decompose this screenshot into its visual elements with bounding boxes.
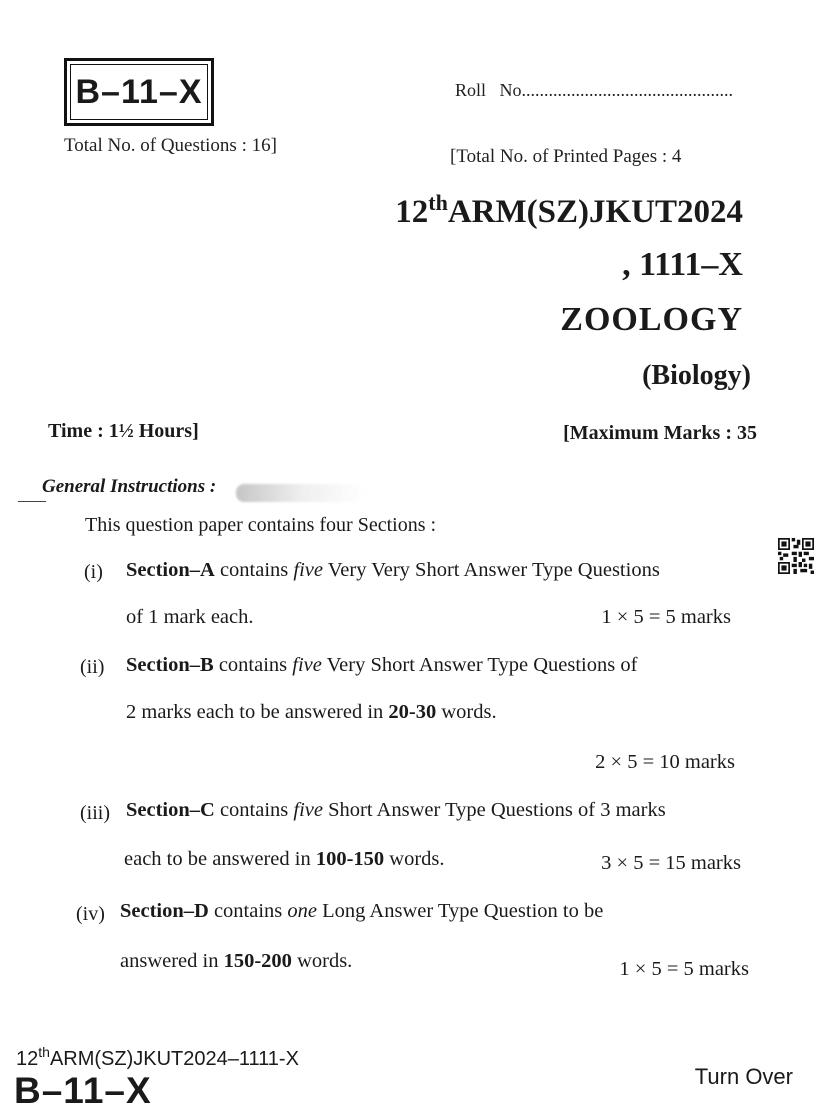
paper-code-box-label: B–11–X — [70, 64, 208, 120]
time-allowed: Time : 1½ Hours] — [48, 420, 199, 442]
section-label: Section–B — [126, 654, 214, 676]
section-label: Section–C — [126, 799, 215, 821]
instruction-item — [126, 559, 660, 582]
item-text: Long Answer Type Question to be — [317, 900, 604, 922]
word-limit: 150-200 — [223, 950, 292, 972]
subject-subtitle: (Biology) — [642, 360, 751, 391]
footer-paper-code — [16, 1044, 299, 1071]
item-text: 2 marks each to be answered in — [126, 701, 389, 723]
item-text: words. — [436, 701, 497, 723]
exam-title — [395, 190, 743, 231]
roll-dots: ............................................... — [521, 80, 734, 100]
item-text: words. — [384, 848, 445, 870]
item-number: (iii) — [80, 802, 110, 824]
item-text: answered in — [120, 950, 224, 972]
scan-smudge — [236, 484, 366, 502]
question-count: five — [293, 559, 323, 581]
footer-code-sup: th — [38, 1044, 50, 1060]
total-printed-pages: [Total No. of Printed Pages : 4 — [450, 146, 682, 167]
total-questions: Total No. of Questions : 16] — [64, 135, 277, 156]
section-label: Section–A — [126, 559, 215, 581]
item-number: (ii) — [80, 656, 105, 678]
item-marks: 1 × 5 = 5 marks — [619, 958, 749, 980]
exam-title-prefix: 12 — [395, 194, 429, 230]
item-number: (i) — [84, 561, 103, 583]
section-label: Section–D — [120, 900, 209, 922]
item-text: contains — [208, 900, 288, 922]
qr-code-icon — [778, 538, 814, 574]
instructions-heading: General Instructions : — [42, 476, 217, 497]
footer-code-rest: ARM(SZ)JKUT2024–1111-X — [49, 1048, 299, 1070]
turn-over-label: Turn Over — [694, 1064, 793, 1089]
subject-title: ZOOLOGY — [560, 301, 743, 338]
instruction-item — [126, 799, 666, 822]
item-marks: 1 × 5 = 5 marks — [601, 606, 731, 628]
item-text: Very Short Answer Type Questions of — [321, 654, 638, 676]
question-count: five — [292, 654, 322, 676]
item-number: (iv) — [76, 903, 105, 925]
margin-rule — [18, 501, 46, 502]
item-continuation — [120, 950, 352, 973]
paper-code-box — [64, 58, 214, 126]
paper-code: , 1111–X — [622, 246, 743, 283]
item-text: words. — [291, 950, 353, 972]
item-continuation — [124, 848, 445, 871]
item-text: each to be answered in — [124, 848, 316, 870]
instruction-item — [120, 900, 603, 923]
item-text: Very Very Short Answer Type Questions — [323, 559, 660, 581]
roll-number-field — [455, 80, 733, 101]
item-text: Short Answer Type Questions of 3 marks — [323, 799, 666, 821]
item-marks: 2 × 5 = 10 marks — [595, 751, 735, 773]
item-marks: 3 × 5 = 15 marks — [601, 852, 741, 874]
question-count: five — [293, 799, 323, 821]
exam-title-sup: th — [428, 190, 448, 215]
maximum-marks: [Maximum Marks : 35 — [563, 422, 757, 444]
footer-big-code: B–11–X — [14, 1070, 152, 1111]
roll-label: Roll — [455, 80, 487, 100]
exam-title-rest: ARM(SZ)JKUT2024 — [447, 194, 743, 230]
word-limit: 100-150 — [315, 848, 385, 870]
item-text: contains — [214, 559, 294, 581]
item-continuation — [126, 701, 497, 724]
footer-code-prefix: 12 — [16, 1048, 39, 1070]
item-text: contains — [214, 799, 294, 821]
question-count: one — [287, 900, 318, 922]
instructions-intro: This question paper contains four Sections : — [85, 514, 437, 536]
item-text: contains — [213, 654, 293, 676]
roll-no-label: No — [499, 80, 522, 100]
instruction-item — [126, 654, 637, 677]
item-continuation: of 1 mark each. — [126, 606, 254, 628]
word-limit: 20-30 — [388, 701, 437, 723]
